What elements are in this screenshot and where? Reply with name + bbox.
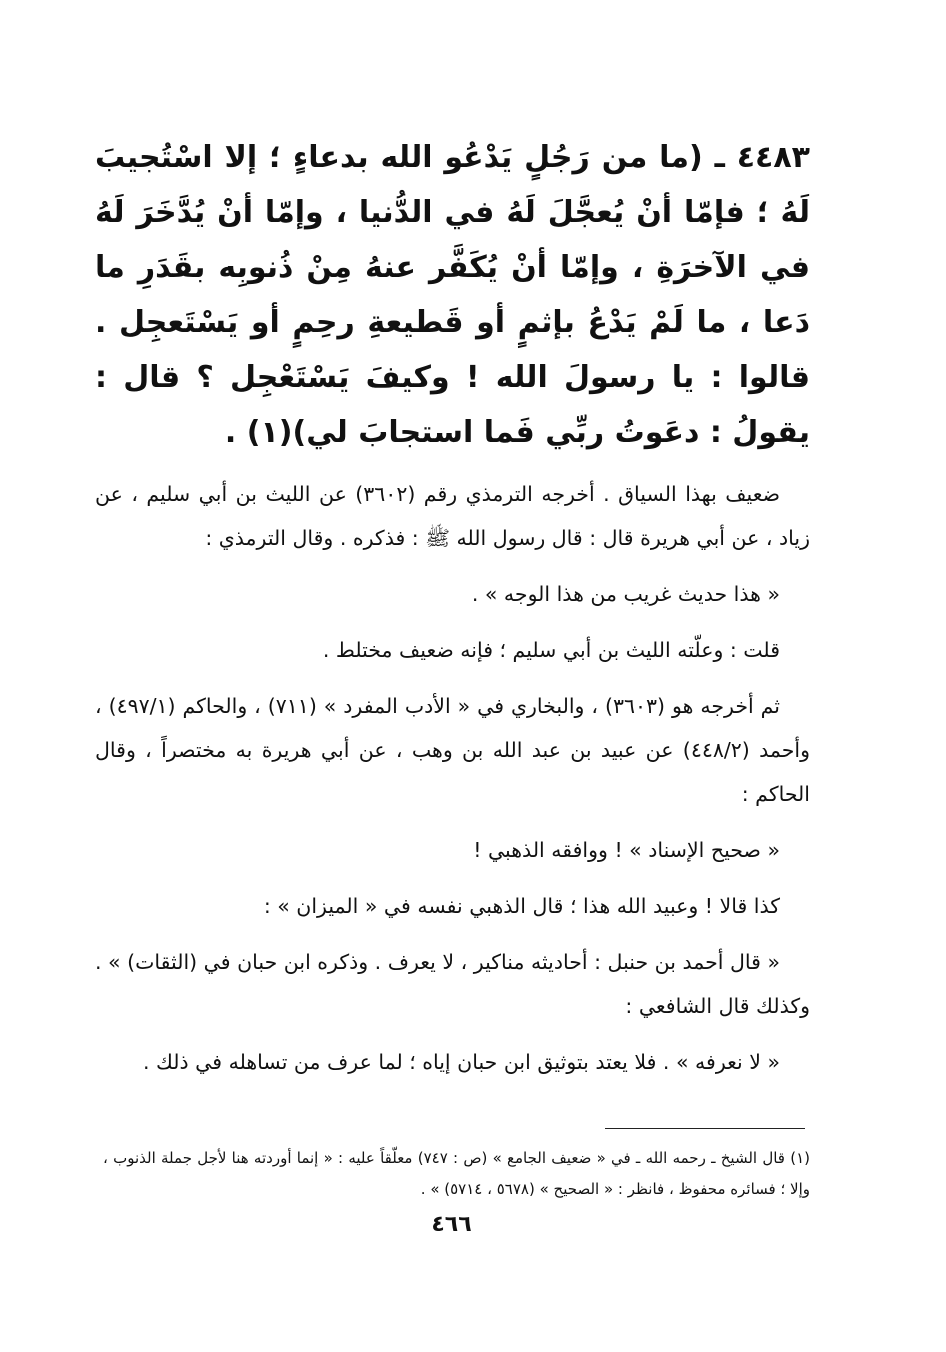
- page-body: [95, 130, 810, 1250]
- commentary-paragraph: كذا قالا ! وعبيد الله هذا ؛ قال الذهبي نفسه في « الميزان » :: [263, 894, 780, 918]
- commentary-paragraph: « لا نعرفه » . فلا يعتد بتوثيق ابن حبان إياه ؛ لما عرف من تساهله في ذلك .: [142, 1050, 780, 1074]
- commentary: [95, 472, 810, 1084]
- hadith-text: ٤٤٨٣ ـ (ما من رَجُلٍ يَدْعُو الله بدعاءٍ ؛ إلا اسْتُجيبَ لَهُ ؛ فإمّا أنْ يُعجَّلَ لَهُ في الدُّنيا ، وإمّا أنْ يُدَّخَرَ لَهُ في الآخرَةِ ، وإمّا أنْ يُكَفَّر عنهُ مِنْ ذُنوبِه بقَدَرِ ما دَعا ، ما لَمْ يَدْعُ بإثمٍ أو قَطيعةِ رحِمٍ أو يَسْتَعجِل . قالوا : يا رسولَ الله ! وكيفَ يَسْتَعْجِل ؟ قال : يقولُ : دعَوتُ ربِّي فَما استجابَ لي)(١) .: [95, 140, 810, 450]
- footnote: (١) قال الشيخ ـ رحمه الله ـ في « ضعيف الجامع » (ص : ٧٤٧) معلّقاً عليه : « إنما أوردته هنا لأجل جملة الذنوب ، وإلا ؛ فسائره محفوظ ، فانظر : « الصحيح » (٥٦٧٨ ، ٥٧١٤) » .: [103, 1149, 810, 1198]
- footnote-divider: [605, 1128, 805, 1129]
- commentary-paragraph: ضعيف بهذا السياق . أخرجه الترمذي رقم (٣٦٠٢) عن الليث بن أبي سليم ، عن زياد ، عن أبي هريرة قال : قال رسول الله ﷺ : فذكره . وقال الترمذي :: [95, 482, 810, 550]
- mizan-quote: « قال أحمد بن حنبل : أحاديثه مناكير ، لا يعرف . وذكره ابن حبان في (الثقات) » . وكذلك قال الشافعي :: [95, 950, 810, 1018]
- tirmidhi-quote: « هذا حديث غريب من هذا الوجه » .: [471, 582, 780, 606]
- page-number: ٤٦٦: [431, 1212, 472, 1237]
- commentary-paragraph: ثم أخرجه هو (٣٦٠٣) ، والبخاري في « الأدب المفرد » (٧١١) ، والحاكم (٤٩٧/١) ، وأحمد (٤٤٨/٢) عن عبيد بن عبد الله بن وهب ، عن أبي هريرة به مختصراً ، وقال الحاكم :: [95, 694, 810, 806]
- commentary-paragraph: قلت : وعلّته الليث بن أبي سليم ؛ فإنه ضعيف مختلط .: [322, 638, 780, 662]
- hakim-quote: « صحيح الإسناد » ! ووافقه الذهبي !: [473, 838, 780, 862]
